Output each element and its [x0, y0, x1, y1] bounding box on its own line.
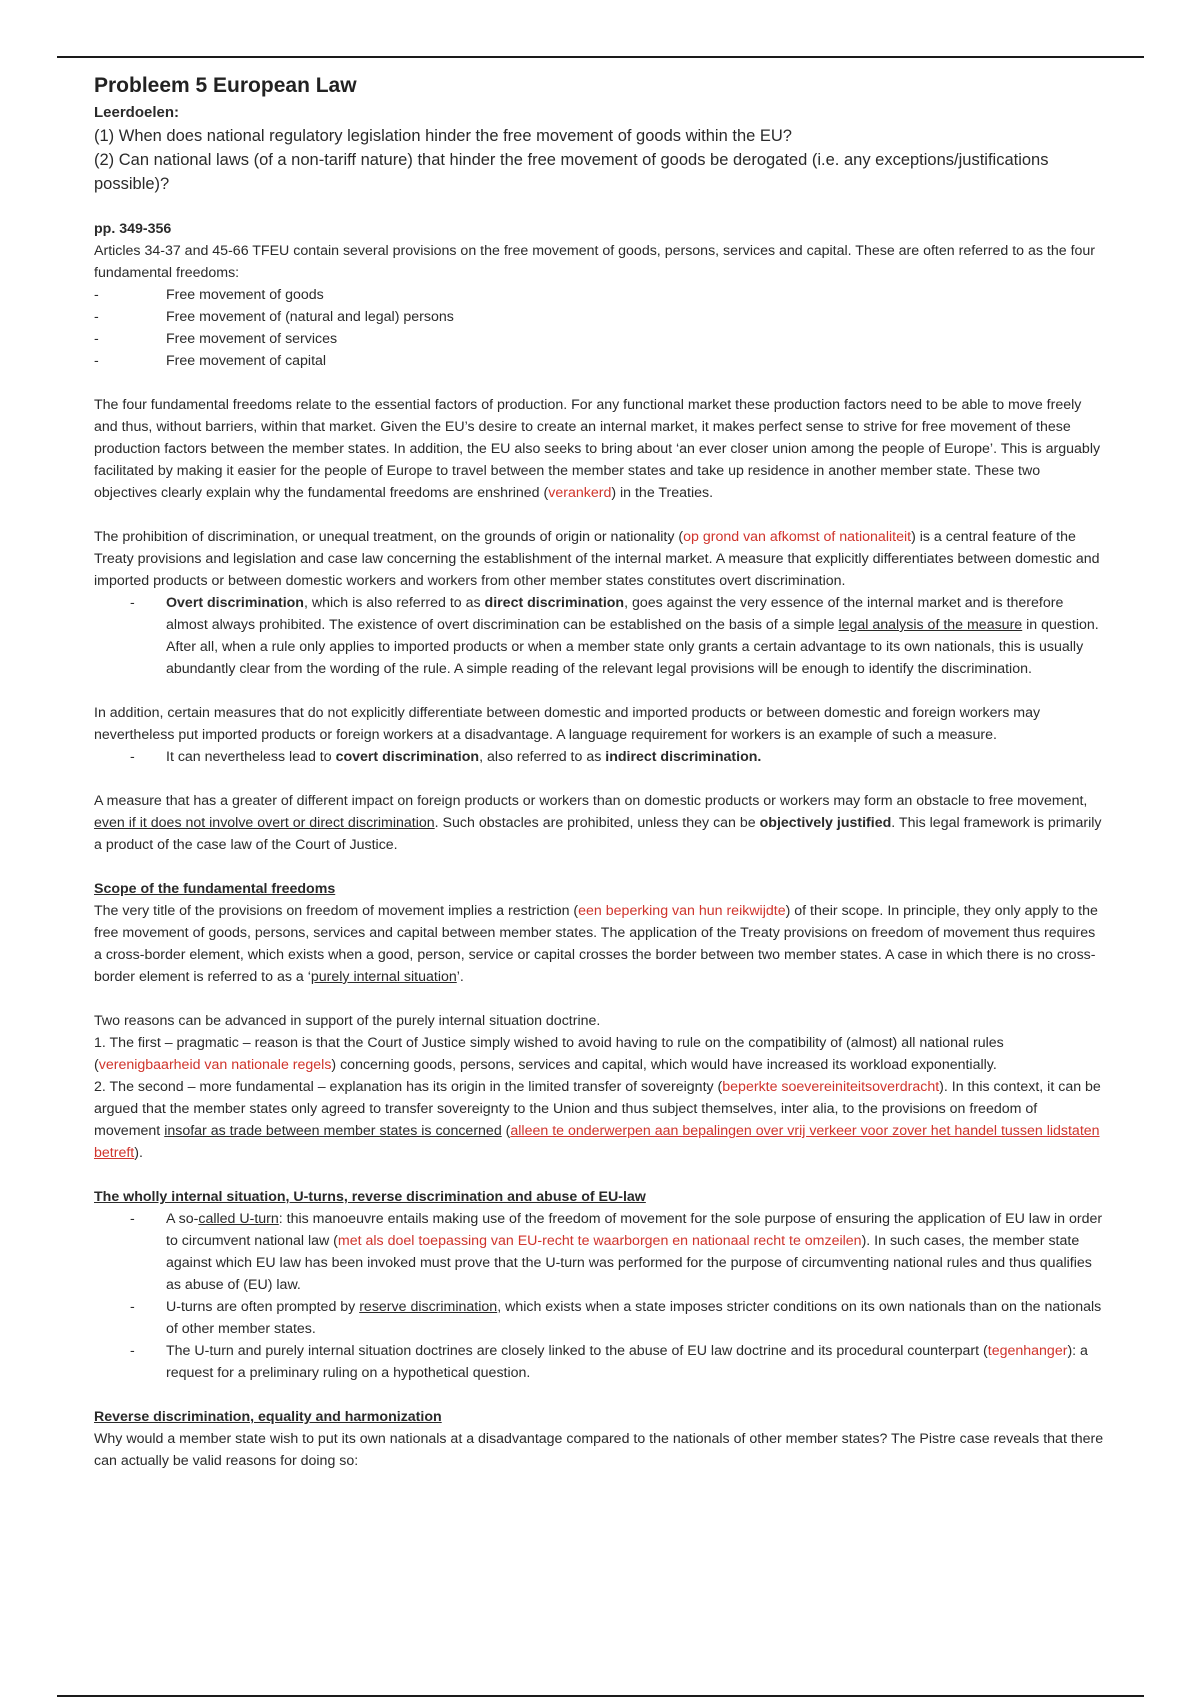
term: direct discrimination [484, 595, 625, 611]
text-run: , goes against the very essence of the internal market and is therefore almost always prohibited. The existence of overt discrimination can be established on the basis of a simple [166, 595, 1064, 633]
list-item [94, 592, 1106, 680]
text-run: A so- [166, 1211, 199, 1227]
reasons-intro: Two reasons can be advanced in support of the purely internal situation doctrine. [94, 1013, 601, 1029]
paragraph-production-factors [94, 394, 1106, 504]
text-run: ) is a central feature of the Treaty provisions and legislation and case law concerning the establishment of the internal market. A measure that explicitly differentiates between domestic and imported products or between domestic workers and workers from other member states constitutes overt discrimination. [94, 529, 1100, 589]
text-run: ). [134, 1145, 143, 1161]
term: indirect discrimination. [605, 749, 762, 765]
text-run: ) of their scope. In principle, they only apply to the free movement of goods, persons, services and capital between member states. The application of the Treaty provisions on freedom of movement thus requires a cross-border element, which exists when a good, person, service or capital crosses the border between two member states. A case in which there is no cross-border element is referred to as a ‘ [94, 903, 1098, 985]
spacer [94, 856, 1106, 878]
translation-note: verankerd [548, 485, 612, 501]
overt-list [94, 592, 1106, 680]
translation-note: tegenhanger [987, 1343, 1068, 1359]
section-heading-wholly-internal: The wholly internal situation, U-turns, reverse discrimination and abuse of EU-law [94, 1189, 646, 1205]
underlined-text: purely internal situation [310, 969, 457, 985]
text-run: ). In this context, it can be argued that the member states only agreed to transfer sovereignty to the Union and thus subject themselves, inter alia, to the provisions on freedom of movement [94, 1079, 1101, 1139]
underlined-text: insofar as trade between member states is concerned [164, 1123, 502, 1139]
text-run: ): a request for a preliminary ruling on a hypothetical question. [166, 1343, 1088, 1381]
spacer [94, 372, 1106, 394]
text-run: ) concerning goods, persons, services and capital, which would have increased its workload exponentially. [331, 1057, 997, 1073]
spacer [94, 1384, 1106, 1406]
text-run: , also referred to as [479, 749, 606, 765]
text-run: The very title of the provisions on freedom of movement implies a restriction ( [94, 903, 579, 919]
text-run: , which is also referred to as [303, 595, 485, 611]
text-run: ). In such cases, the member state against which EU law has been invoked must prove that the U-turn was performed for the purpose of circumventing national rules and thus qualifies as abuse of (EU) law. [166, 1233, 1092, 1293]
text-run: ’. [456, 969, 464, 985]
u-turn-list [94, 1208, 1106, 1384]
spacer [94, 988, 1106, 1010]
text-run: The prohibition of discrimination, or unequal treatment, on the grounds of origin or nationality ( [94, 529, 684, 545]
term: covert discrimination [335, 749, 480, 765]
spacer [94, 768, 1106, 790]
list-item [94, 1296, 1106, 1340]
translation-note: verenigbaarheid van nationale regels [98, 1057, 332, 1073]
text-run: : this manoeuvre entails making use of the freedom of movement for the sole purpose of ensuring the application of EU law in order to circumvent national law ( [166, 1211, 1103, 1249]
text-run: ( [501, 1123, 511, 1139]
freedoms-list [94, 284, 1106, 372]
underlined-text: legal analysis of the measure [838, 617, 1023, 633]
text-run: , which exists when a state imposes stricter conditions on its own nationals than on the nationals of other member states. [166, 1299, 1102, 1337]
paragraph-scope [94, 900, 1106, 988]
text-run: . This legal framework is primarily a product of the case law of the Court of Justice. [94, 815, 1102, 853]
text-run: 1. The first – pragmatic – reason is that the Court of Justice simply wished to avoid having to rule on the compatibility of (almost) all national rules ( [94, 1035, 1004, 1073]
spacer [94, 1164, 1106, 1186]
text-run: 2. The second – more fundamental – explanation has its origin in the limited transfer of sovereignty ( [94, 1079, 723, 1095]
paragraph-discrimination [94, 526, 1106, 592]
translation-note: met als doel toepassing van EU-recht te waarborgen en nationaal recht te omzeilen [337, 1233, 862, 1249]
translation-note: alleen te onderwerpen aan bepalingen over vrij verkeer voor zover het handel tussen lidstaten betreft [94, 1123, 1100, 1161]
list-item: - Free movement of goods [94, 284, 1106, 306]
list-item: - Free movement of (natural and legal) persons [94, 306, 1106, 328]
text-run: The four fundamental freedoms relate to the essential factors of production. For any functional market these production factors need to be able to move freely and thus, without barriers, within that market. Given the EU’s desire to create an internal market, it makes perfect sense to strive for free movement of these production factors between the member states. In addition, the EU also seeks to bring about ‘an ever closer union among the people of Europe’. This is arguably facilitated by making it easier for the people of Europe to travel between the member states and take up residence in another member state. These two objectives clearly explain why the fundamental freedoms are enshrined ( [94, 397, 1101, 501]
section-heading-reverse: Reverse discrimination, equality and harmonization [94, 1409, 442, 1425]
term: objectively justified [759, 815, 892, 831]
list-item: - Free movement of capital [94, 350, 1106, 372]
spacer [94, 504, 1106, 526]
text-run: . Such obstacles are prohibited, unless they can be [434, 815, 760, 831]
document-body [94, 72, 1106, 1472]
translation-note: op grond van afkomst of nationaliteit [683, 529, 912, 545]
list-item [94, 1340, 1106, 1384]
text-run: It can nevertheless lead to [166, 749, 336, 765]
spacer [94, 680, 1106, 702]
learning-goal-2: (2) Can national laws (of a non-tariff nature) that hinder the free movement of goods be derogated (i.e. any exceptions/justifications possible)? [94, 151, 1049, 193]
text-run: in question. After all, when a rule only applies to imported products or when a member state only grants a certain advantage to its own nationals, this is usually abundantly clear from the wording of the rule. A simple reading of the relevant legal provisions will be enough to identify the discrimination. [166, 617, 1099, 677]
paragraph-obstacle [94, 790, 1106, 856]
covert-list [94, 746, 1106, 768]
list-item [94, 746, 1106, 768]
text-run: A measure that has a greater of different impact on foreign products or workers than on domestic products or workers may form an obstacle to free movement, [94, 793, 1088, 809]
top-rule [57, 56, 1144, 58]
pages-label: pp. 349-356 [94, 221, 172, 237]
term: Overt discrimination [166, 595, 304, 611]
bottom-rule [57, 1695, 1144, 1697]
paragraph-reverse: Why would a member state wish to put its own nationals at a disadvantage compared to the nationals of other member states? The Pistre case reveals that there can actually be valid reasons for doing so: [94, 1431, 1104, 1469]
text-run: U-turns are often prompted by [166, 1299, 360, 1315]
reason-2 [94, 1076, 1106, 1164]
text-run: The U-turn and purely internal situation doctrines are closely linked to the abuse of EU law doctrine and its procedural counterpart ( [166, 1343, 988, 1359]
freedoms-intro: Articles 34-37 and 45-66 TFEU contain several provisions on the free movement of goods, persons, services and capital. These are often referred to as the four fundamental freedoms: [94, 243, 1096, 281]
page-title: Probleem 5 European Law [94, 74, 357, 97]
list-item: - Free movement of services [94, 328, 1106, 350]
translation-note: beperkte soevereiniteitsoverdracht [722, 1079, 940, 1095]
translation-note: een beperking van hun reikwijdte [578, 903, 786, 919]
underlined-text: reserve discrimination [359, 1299, 498, 1315]
reason-1 [94, 1032, 1106, 1076]
underlined-text: called U-turn [198, 1211, 279, 1227]
paragraph-addition: In addition, certain measures that do not explicitly differentiate between domestic and imported products or between domestic and foreign workers may nevertheless put imported products or foreign workers at a disadvantage. A language requirement for workers is an example of such a measure. [94, 705, 1041, 743]
section-heading-scope: Scope of the fundamental freedoms [94, 881, 336, 897]
learning-goal-1: (1) When does national regulatory legislation hinder the free movement of goods within the EU? [94, 127, 792, 145]
spacer [94, 196, 1106, 218]
underlined-text: even if it does not involve overt or direct discrimination [94, 815, 435, 831]
leerdoelen-label: Leerdoelen: [94, 104, 180, 121]
text-run: ) in the Treaties. [611, 485, 714, 501]
list-item [94, 1208, 1106, 1296]
